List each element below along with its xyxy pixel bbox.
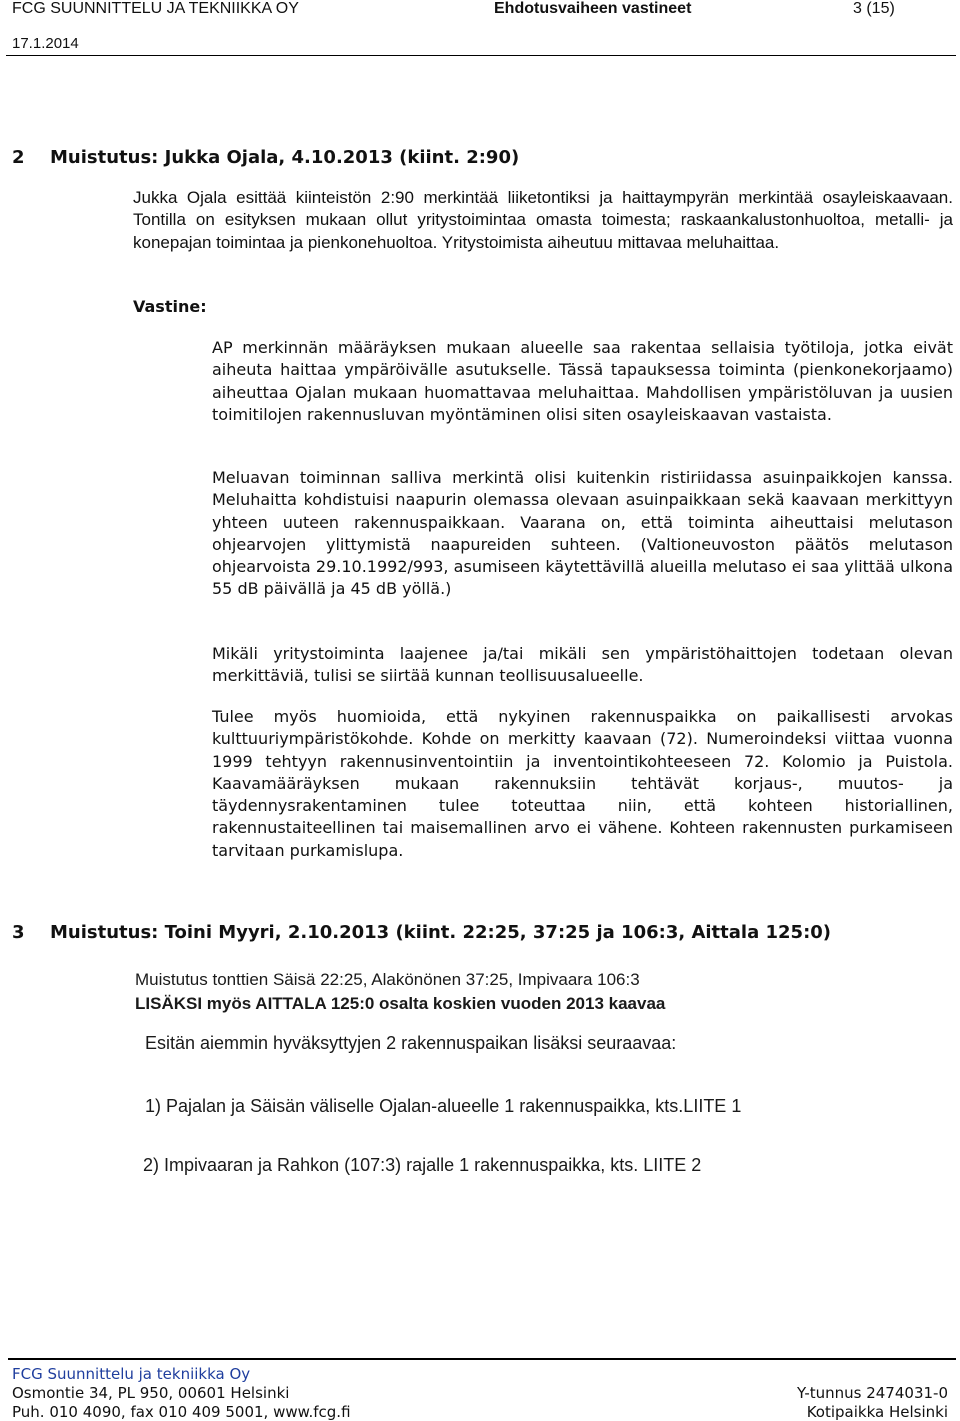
vastine-paragraph-3: Mikäli yritystoiminta laajenee ja/tai mikäli sen ympäristöhaittojen todetaan olevan merkittäviä, tulisi se siirtää kunnan teollisuusalueelle. (212, 644, 953, 686)
scan-line-5: 2) Impivaaran ja Rahkon (107:3) rajalle 1 rakennuspaikka, kts. LIITE 2 (143, 1155, 702, 1175)
footer-divider (8, 1358, 956, 1360)
header-divider (6, 55, 956, 56)
footer-company: FCG Suunnittelu ja tekniikka Oy (12, 1365, 251, 1383)
section-3-title: Muistutus: Toini Myyri, 2.10.2013 (kiint. 22:25, 37:25 ja 106:3, Aittala 125:0) (50, 922, 832, 943)
footer-business-id: Y-tunnus 2474031-0 (796, 1384, 948, 1402)
section-2-heading (12, 147, 519, 168)
section-2-title: Muistutus: Jukka Ojala, 4.10.2013 (kiint. 2:90) (50, 147, 520, 168)
vastine-paragraph-1: AP merkinnän määräyksen mukaan alueelle saa rakentaa sellaisia työtiloja, jotka eivät aiheuta haittaa ympäröivälle asutukselle. Tässä tapauksessa toiminta (pienkonekorjaamo) aiheuttaa Ojalan mukaan huomattavaa meluhaittaa. Mahdollisen ympäristöluvan ja uusien toimitilojen rakennusluvan myöntäminen olisi siten osayleiskaavan vastaista. (212, 338, 953, 424)
section-2-number: 2 (12, 147, 25, 168)
vastine-paragraph-4: Tulee myös huomioida, että nykyinen rakennuspaikka on paikallisesti arvokas kulttuuriympäristökohde. Kohde on merkitty kaavaan (72). Numeroindeksi viittaa vuonna 1999 tehtyyn rakennusinventointiin ja inventointikohteeseen 72. Kolomio ja Puistola. Kaavamääräyksen mukaan rakennuksiin tehtävät korjaus-, muutos- ja täydennysrakentaminen tulee toteuttaa niin, että kohteen historiallinen, rakennustaiteellinen tai maisemallinen arvo ei vähene. Kohteen rakennusten purkamiseen tarvitaan purkamislupa. (212, 707, 953, 860)
scan-line-4: 1) Pajalan ja Säisän väliselle Ojalan-alueelle 1 rakennuspaikka, kts.LIITE 1 (145, 1096, 742, 1116)
vastine-paragraph-2: Meluavan toiminnan salliva merkintä olisi kuitenkin ristiriidassa asuinpaikkojen kanssa. Meluhaitta kohdistuisi naapurin olemassa olevaan asuinpaikkaan sekä kaavaan merkittyyn yhteen uuteen rakennuspaikkaan. Vaarana on, että toiminta aiheuttaisi melutason ohjearvojen ylittymistä naapureiden suhteen. (Valtioneuvoston päätös melutason ohjearvoista 29.10.1992/993, asumiseen käytettävillä alueilla melutaso ei saa ylittää ulkona 55 dB päivällä ja 45 dB yöllä.) (212, 468, 953, 599)
scan-line-2: LISÄKSI myös AITTALA 125:0 osalta koskien vuoden 2013 kaavaa (135, 994, 666, 1013)
footer-address: Osmontie 34, PL 950, 00601 Helsinki (12, 1384, 290, 1402)
page-footer (0, 1355, 960, 1421)
section-2-summary: Jukka Ojala esittää kiinteistön 2:90 merkintää liiketontiksi ja haittaympyrän merkintää osayleiskaavaan. Tontilla on esityksen mukaan ollut yritystoimintaa omasta toimesta; raskaankalustonhuoltoa, metalli- ja konepajan toimintaa ja pienkonehuoltoa. Yritystoimista aiheutuu mittavaa meluhaittaa. (133, 188, 953, 252)
header-page-number: 3 (15) (853, 0, 895, 17)
section-3-number: 3 (12, 922, 25, 943)
header-company: FCG SUUNNITTELU JA TEKNIIKKA OY (12, 0, 299, 17)
scan-line-1: Muistutus tonttien Säisä 22:25, Alakönönen 37:25, Impivaara 106:3 (135, 970, 640, 989)
header-date: 17.1.2014 (12, 35, 79, 52)
header-title: Ehdotusvaiheen vastineet (494, 0, 692, 17)
section-3-heading (12, 922, 831, 943)
page-header (0, 0, 960, 60)
footer-domicile: Kotipaikka Helsinki (806, 1403, 948, 1421)
footer-contact: Puh. 010 4090, fax 010 409 5001, www.fcg.fi (12, 1403, 351, 1421)
vastine-label: Vastine: (133, 297, 207, 316)
scanned-letter-excerpt (133, 970, 833, 1195)
scan-line-3: Esitän aiemmin hyväksyttyjen 2 rakennuspaikan lisäksi seuraavaa: (145, 1033, 677, 1053)
